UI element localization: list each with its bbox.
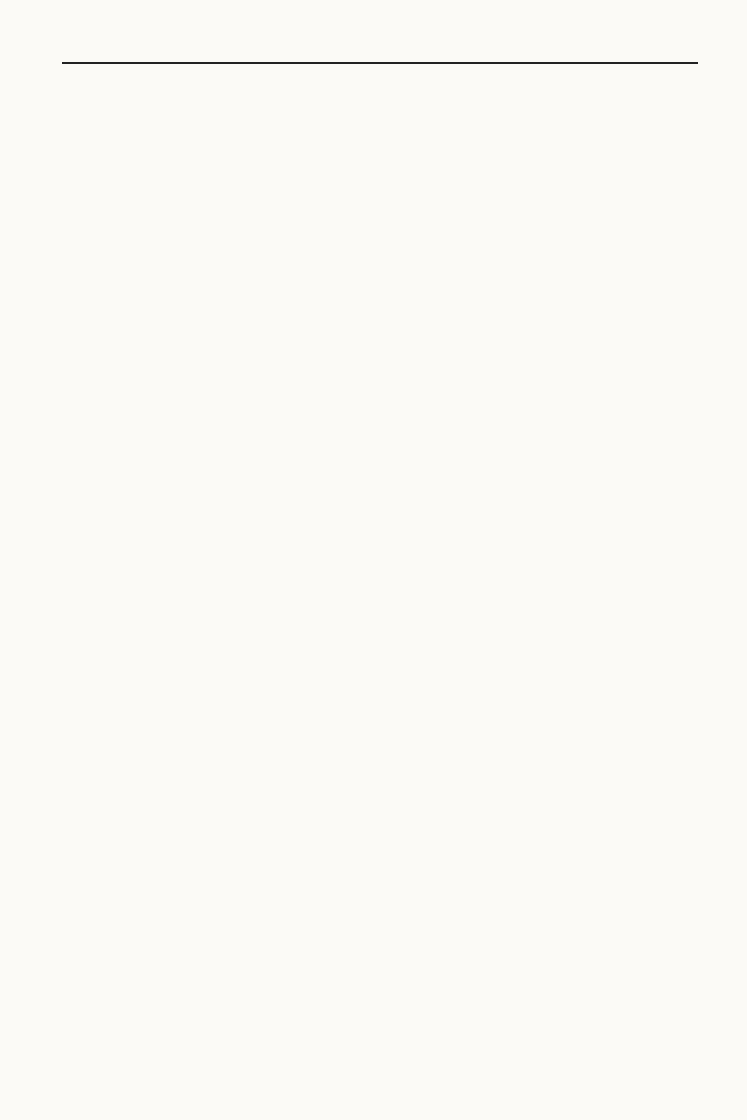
running-header — [62, 38, 698, 64]
section-heading — [60, 568, 705, 592]
